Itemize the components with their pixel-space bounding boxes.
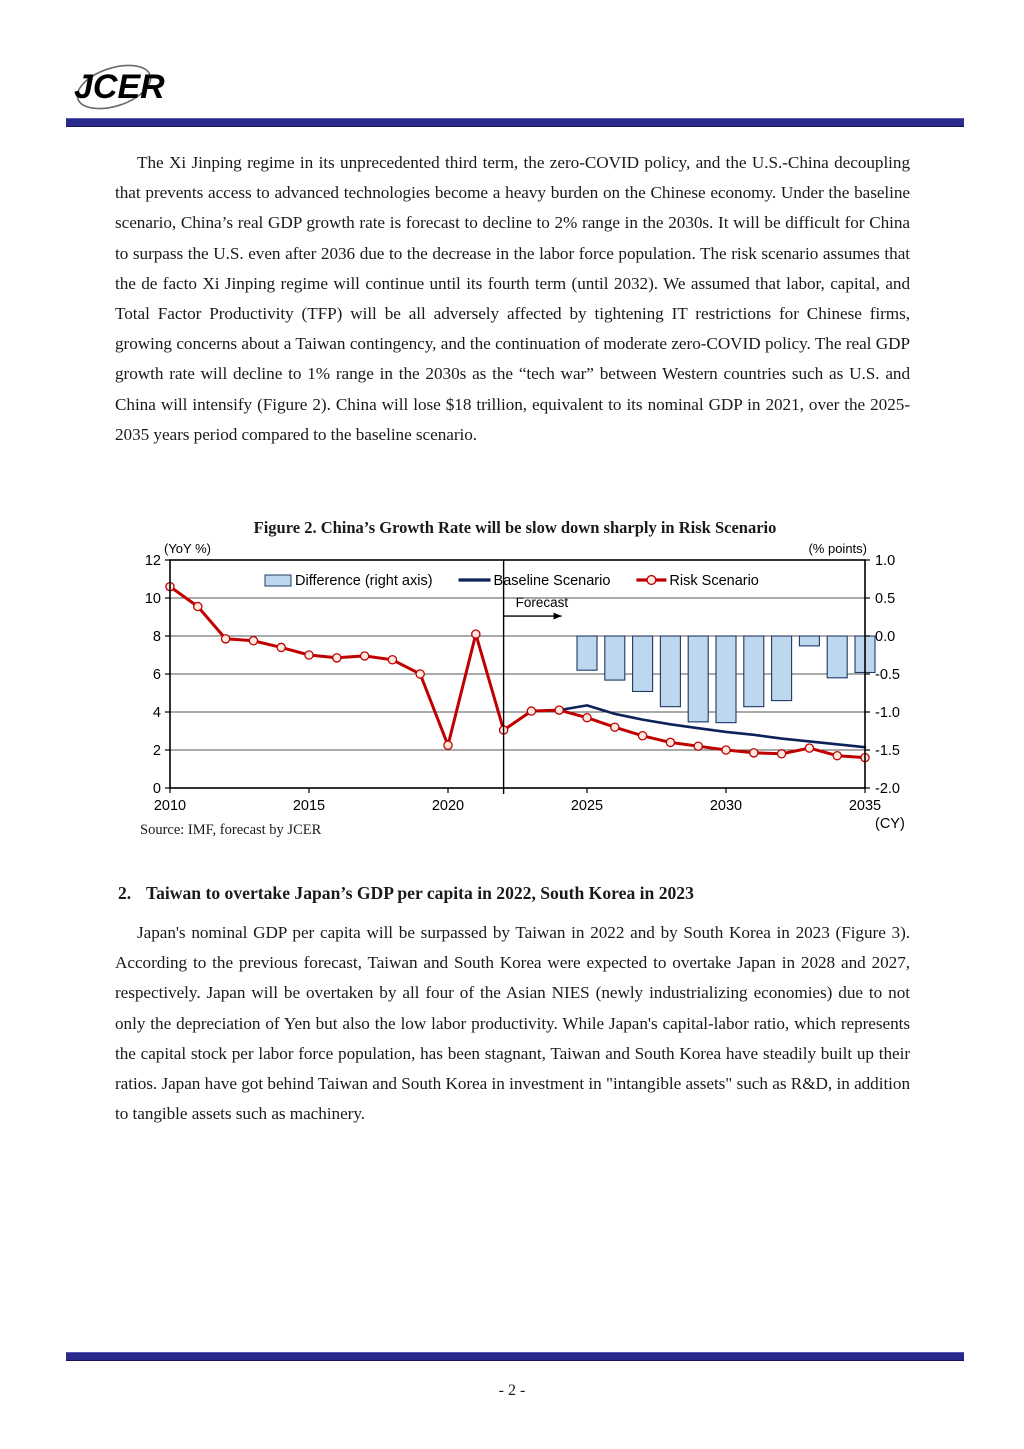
y-tick-label: 4 bbox=[152, 705, 161, 721]
difference-bar bbox=[716, 636, 736, 723]
risk-scenario-line-marker bbox=[778, 750, 786, 758]
difference-bar bbox=[633, 636, 653, 691]
section-2-heading bbox=[118, 883, 918, 904]
difference-bar bbox=[799, 636, 819, 646]
risk-scenario-line-marker bbox=[194, 602, 202, 610]
x-tick-label: 2020 bbox=[431, 798, 465, 814]
risk-scenario-line-marker bbox=[666, 738, 674, 746]
risk-scenario-line-marker bbox=[472, 630, 480, 638]
page-number: - 2 - bbox=[498, 1382, 526, 1399]
difference-bar bbox=[827, 636, 847, 678]
risk-scenario-line-marker bbox=[444, 741, 452, 749]
y-tick-label: 8 bbox=[152, 629, 161, 645]
section-2-title: Taiwan to overtake Japan’s GDP per capita in 2022, South Korea in 2023 bbox=[146, 883, 694, 903]
paragraph-2: Japan's nominal GDP per capita will be surpassed by Taiwan in 2022 and by South Korea in 2023 (Figure 3). According to the previous forecast, Taiwan and South Korea were expected to overtake Japan in 2028 and 2027, respectively. Japan will be overtaken by all four of the Asian NIES (newly industrializing economies) due to not only the depreciation of Yen but also the low labor productivity. While Japan's capital-labor ratio, which represents the capital stock per labor force population, has been stagnant, Taiwan and South Korea have steadily built up their ratios. Japan have got behind Taiwan and South Korea in investment in "intangible assets" such as R&D, in addition to tangible assets such as machinery. bbox=[115, 923, 910, 1124]
left-axis-caption: (YoY %) bbox=[164, 541, 211, 556]
footer-divider bbox=[66, 1352, 964, 1361]
y2-tick-label: 0.0 bbox=[875, 629, 896, 645]
header-divider bbox=[66, 118, 964, 127]
risk-scenario-line-marker bbox=[722, 746, 730, 754]
forecast-label: Forecast bbox=[515, 595, 569, 611]
figure-2 bbox=[110, 510, 920, 840]
y2-tick-label: -0.5 bbox=[875, 667, 900, 683]
difference-bar bbox=[605, 636, 625, 680]
risk-scenario-line-marker bbox=[583, 714, 591, 722]
difference-bar bbox=[688, 636, 708, 722]
risk-scenario-line-marker bbox=[639, 732, 647, 740]
risk-scenario-line-marker bbox=[222, 635, 230, 643]
section-2-content bbox=[115, 918, 910, 1129]
forecast-arrow-head bbox=[554, 613, 562, 620]
x-axis-unit-label: (CY) bbox=[875, 816, 905, 832]
y-tick-label: 2 bbox=[152, 743, 161, 759]
risk-scenario-line-marker bbox=[249, 637, 257, 645]
y2-tick-label: -2.0 bbox=[875, 781, 900, 797]
x-tick-label: 2030 bbox=[709, 798, 743, 814]
figure-title: Figure 2. China’s Growth Rate will be slow down sharply in Risk Scenario bbox=[253, 518, 777, 537]
x-tick-label: 2015 bbox=[292, 798, 326, 814]
legend-swatch-risk-marker bbox=[647, 576, 656, 585]
y-tick-label: 0 bbox=[152, 781, 161, 797]
section-2-number: 2. bbox=[118, 883, 132, 903]
risk-scenario-line-marker bbox=[416, 670, 424, 678]
y2-tick-label: 1.0 bbox=[875, 553, 896, 569]
paragraph-1: The Xi Jinping regime in its unprecedented third term, the zero-COVID policy, and the U.S.-China decoupling that prevents access to advanced technologies become a heavy burden on the Chinese economy. Under the baseline scenario, China’s real GDP growth rate is forecast to decline to 2% range in the 2030s. It will be difficult for China to surpass the U.S. even after 2036 due to the decrease in the labor force population. The risk scenario assumes that the de facto Xi Jinping regime will continue until its fourth term (until 2032). We assumed that labor, capital, and Total Factor Productivity (TFP) will be all adversely affected by tightening IT restrictions for Chinese firms, growing concerns about a Taiwan contingency, and the continuation of moderate zero-COVID policy. The real GDP growth rate will decline to 1% range in the 2030s as the “tech war” between Western countries such as U.S. and China will intensify (Figure 2). China will lose $18 trillion, equivalent to its nominal GDP in 2021, over the 2025-2035 years period compared to the baseline scenario. bbox=[115, 153, 910, 444]
risk-scenario-line-marker bbox=[361, 652, 369, 660]
jcer-logo-text: JCER bbox=[74, 68, 165, 106]
y-tick-label: 6 bbox=[152, 667, 161, 683]
risk-scenario-line-marker bbox=[277, 643, 285, 651]
figure-source: Source: IMF, forecast by JCER bbox=[140, 822, 322, 838]
y-tick-label: 12 bbox=[144, 553, 161, 569]
risk-scenario-line-marker bbox=[527, 707, 535, 715]
legend-label: Risk Scenario bbox=[669, 573, 759, 589]
page-header bbox=[0, 0, 1024, 130]
y-tick-label: 10 bbox=[144, 591, 161, 607]
difference-bar bbox=[660, 636, 680, 707]
risk-scenario-line-marker bbox=[611, 723, 619, 731]
difference-bar bbox=[744, 636, 764, 707]
risk-scenario-line-marker bbox=[833, 752, 841, 760]
main-content bbox=[115, 148, 910, 450]
legend-label: Baseline Scenario bbox=[493, 573, 611, 589]
risk-scenario-line-marker bbox=[805, 744, 813, 752]
legend-swatch-difference bbox=[265, 575, 291, 586]
risk-scenario-line-marker bbox=[333, 654, 341, 662]
y2-tick-label: -1.0 bbox=[875, 705, 900, 721]
legend-label: Difference (right axis) bbox=[295, 573, 433, 589]
y2-tick-label: -1.5 bbox=[875, 743, 900, 759]
difference-bar bbox=[577, 636, 597, 670]
difference-bar bbox=[772, 636, 792, 701]
x-tick-label: 2035 bbox=[848, 798, 882, 814]
risk-scenario-line-marker bbox=[694, 742, 702, 750]
risk-scenario-line-marker bbox=[305, 651, 313, 659]
right-axis-caption: (% points) bbox=[808, 541, 867, 556]
y2-tick-label: 0.5 bbox=[875, 591, 896, 607]
x-tick-label: 2010 bbox=[153, 798, 187, 814]
risk-scenario-line-marker bbox=[388, 656, 396, 664]
risk-scenario-line-marker bbox=[555, 706, 563, 714]
chart-legend bbox=[265, 573, 759, 589]
jcer-logo bbox=[70, 62, 190, 112]
risk-scenario-line-marker bbox=[750, 749, 758, 757]
x-tick-label: 2025 bbox=[570, 798, 604, 814]
